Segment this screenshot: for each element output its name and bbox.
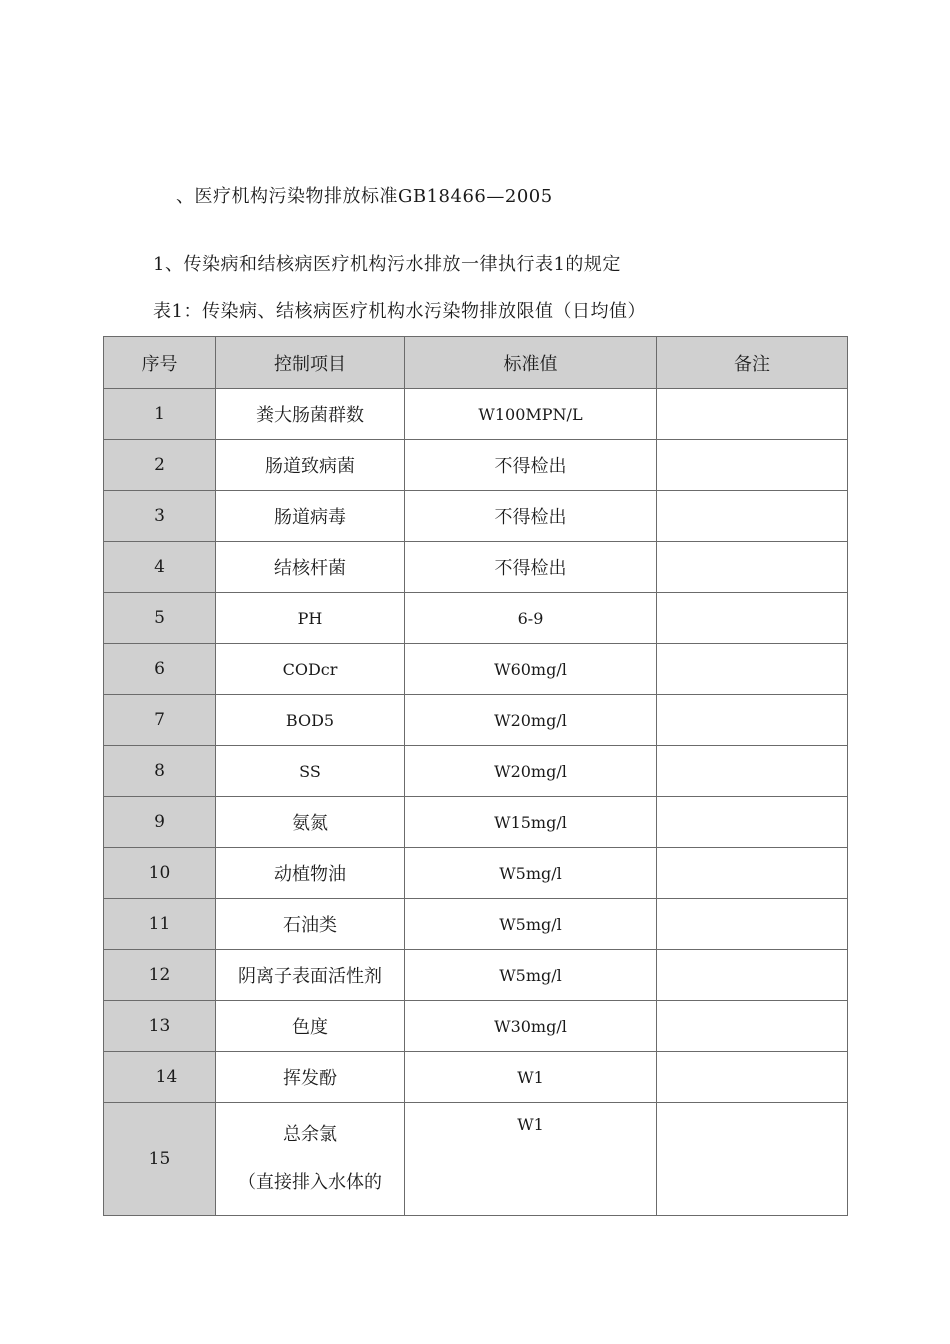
cell-number: 7 xyxy=(104,695,216,746)
cell-value: W100MPN/L xyxy=(405,389,657,440)
cell-item: 色度 xyxy=(216,1001,405,1052)
cell-note xyxy=(657,644,848,695)
cell-number: 8 xyxy=(104,746,216,797)
cell-value: W5mg/l xyxy=(405,950,657,1001)
table-row xyxy=(104,746,848,797)
cell-value: W5mg/l xyxy=(405,899,657,950)
cell-item: 结核杆菌 xyxy=(216,542,405,593)
cell-item-line: 总余氯 xyxy=(283,1124,337,1145)
cell-value: 不得检出 xyxy=(405,542,657,593)
table-row xyxy=(104,848,848,899)
table-row xyxy=(104,491,848,542)
cell-note xyxy=(657,593,848,644)
cell-value: W30mg/l xyxy=(405,1001,657,1052)
cell-value: W20mg/l xyxy=(405,746,657,797)
cell-item-line: （直接排入水体的 xyxy=(238,1172,382,1193)
cell-item: 石油类 xyxy=(216,899,405,950)
cell-value: W5mg/l xyxy=(405,848,657,899)
cell-item xyxy=(216,1103,405,1216)
section-heading: 、医疗机构污染物排放标准GB18466—2005 xyxy=(176,186,553,207)
cell-number: 4 xyxy=(104,542,216,593)
header-number: 序号 xyxy=(104,337,216,389)
table-row xyxy=(104,542,848,593)
cell-item: 阴离子表面活性剂 xyxy=(216,950,405,1001)
header-control-item: 控制项目 xyxy=(216,337,405,389)
table-row xyxy=(104,644,848,695)
cell-item: 肠道致病菌 xyxy=(216,440,405,491)
cell-item: 动植物油 xyxy=(216,848,405,899)
cell-item: PH xyxy=(216,593,405,644)
cell-note xyxy=(657,950,848,1001)
cell-number: 11 xyxy=(104,899,216,950)
cell-item: 挥发酚 xyxy=(216,1052,405,1103)
cell-value: W20mg/l xyxy=(405,695,657,746)
cell-item: 肠道病毒 xyxy=(216,491,405,542)
cell-value: W1 xyxy=(405,1103,657,1216)
cell-value: W60mg/l xyxy=(405,644,657,695)
cell-number: 5 xyxy=(104,593,216,644)
cell-number: 3 xyxy=(104,491,216,542)
cell-number: 10 xyxy=(104,848,216,899)
table-caption: 表1：传染病、结核病医疗机构水污染物排放限值（日均值） xyxy=(153,301,646,322)
table-row xyxy=(104,899,848,950)
cell-note xyxy=(657,797,848,848)
cell-item: 氨氮 xyxy=(216,797,405,848)
table-row xyxy=(104,1052,848,1103)
cell-number: 14 xyxy=(104,1052,216,1103)
cell-note xyxy=(657,848,848,899)
cell-value: W1 xyxy=(405,1052,657,1103)
cell-note xyxy=(657,440,848,491)
cell-number: 1 xyxy=(104,389,216,440)
cell-item: SS xyxy=(216,746,405,797)
cell-value: 不得检出 xyxy=(405,440,657,491)
cell-note xyxy=(657,746,848,797)
header-standard-value: 标准值 xyxy=(405,337,657,389)
table-row xyxy=(104,797,848,848)
table-row xyxy=(104,593,848,644)
paragraph-text: 1、传染病和结核病医疗机构污水排放一律执行表1的规定 xyxy=(153,254,621,275)
cell-note xyxy=(657,1103,848,1216)
cell-note xyxy=(657,899,848,950)
table-row xyxy=(104,1103,848,1216)
cell-note xyxy=(657,695,848,746)
cell-value: W15mg/l xyxy=(405,797,657,848)
header-remark: 备注 xyxy=(657,337,848,389)
cell-number: 15 xyxy=(104,1103,216,1216)
cell-note xyxy=(657,1052,848,1103)
table-row xyxy=(104,950,848,1001)
cell-note xyxy=(657,1001,848,1052)
cell-item: BOD5 xyxy=(216,695,405,746)
cell-item: 粪大肠菌群数 xyxy=(216,389,405,440)
cell-number: 6 xyxy=(104,644,216,695)
cell-value: 6-9 xyxy=(405,593,657,644)
cell-note xyxy=(657,491,848,542)
cell-number: 12 xyxy=(104,950,216,1001)
cell-number: 9 xyxy=(104,797,216,848)
table-row xyxy=(104,389,848,440)
table-row xyxy=(104,695,848,746)
standards-table xyxy=(103,336,848,1216)
table-row xyxy=(104,1001,848,1052)
cell-item: CODcr xyxy=(216,644,405,695)
cell-value: 不得检出 xyxy=(405,491,657,542)
table-header-row xyxy=(104,337,848,389)
cell-number: 2 xyxy=(104,440,216,491)
cell-note xyxy=(657,542,848,593)
table-row xyxy=(104,440,848,491)
cell-number: 13 xyxy=(104,1001,216,1052)
cell-note xyxy=(657,389,848,440)
